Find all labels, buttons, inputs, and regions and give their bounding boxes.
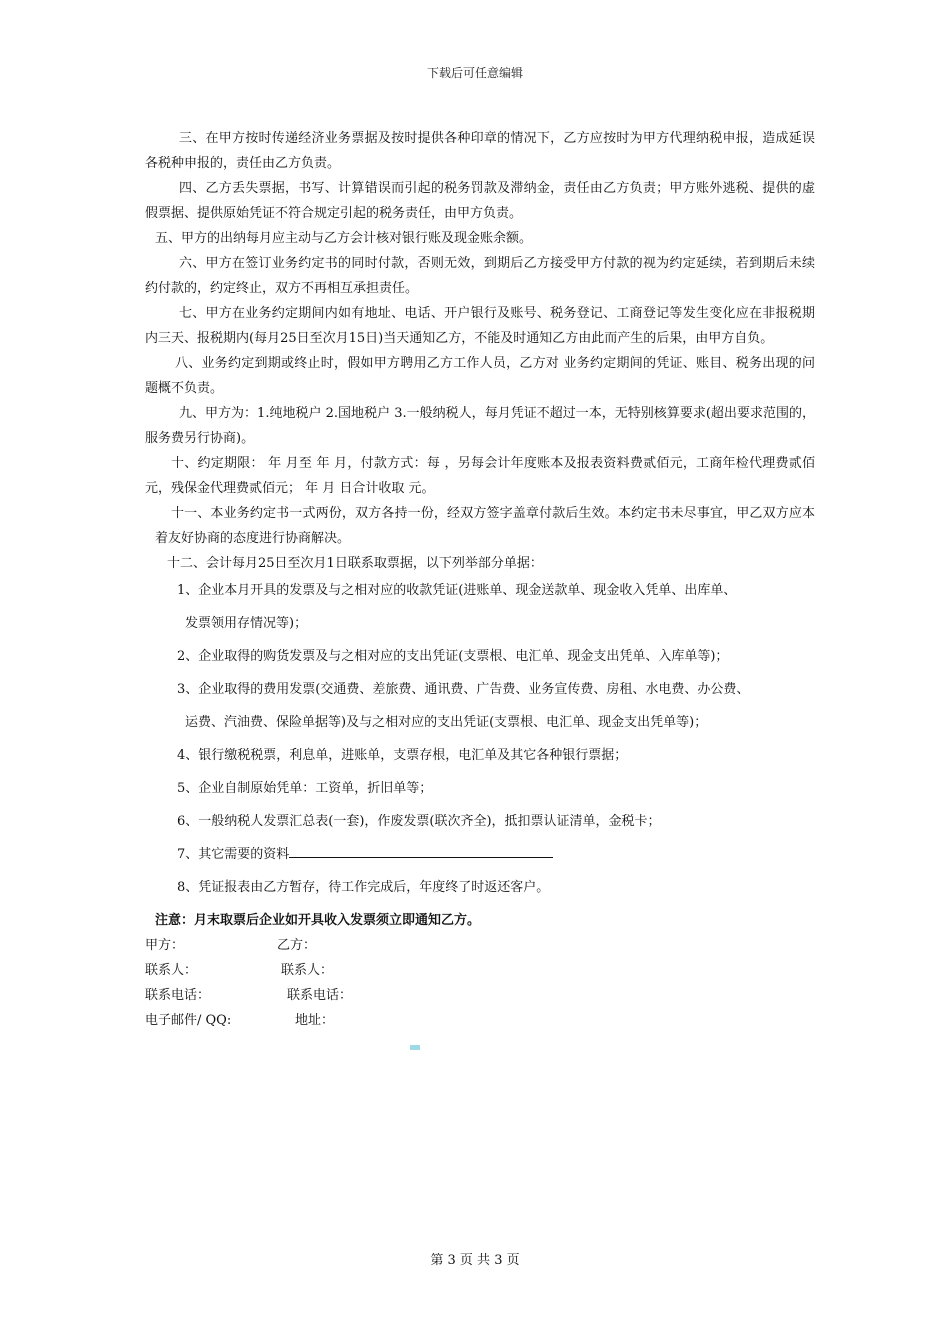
party-b-label: 乙方： bbox=[277, 938, 317, 953]
item-7-label: 7、其它需要的资料 bbox=[177, 847, 290, 862]
contact-b-label: 联系人： bbox=[281, 963, 334, 978]
phone-a-label: 联系电话： bbox=[145, 988, 211, 1003]
clause-11: 十一、本业务约定书一式两份，双方各持一份，经双方签字盖章付款后生效。本约定书未尽事宜，甲乙双方应本着友好协商的态度进行协商解决。 bbox=[155, 506, 815, 546]
clause-12: 十二、会计每月25日至次月1日联系取票据，以下列举部分单据： bbox=[167, 556, 543, 571]
page-header: 下载后可任意编辑 bbox=[426, 66, 523, 80]
clause-3: 三、在甲方按时传递经济业务票据及按时提供各种印章的情况下，乙方应按时为甲方代理纳税申报，造成延误各税种申报的，责任由乙方负责。 bbox=[145, 131, 815, 171]
list-item: 1、企业本月开具的发票及与之相对应的收款凭证(进账单、现金送款单、现金收入凭单、出库单、 bbox=[177, 583, 737, 598]
email-a-label: 电子邮件/ QQ: bbox=[145, 1013, 232, 1028]
list-item: 8、凭证报表由乙方暂存，待工作完成后，年度终了时返还客户。 bbox=[177, 880, 550, 895]
list-item: 2、企业取得的购货发票及与之相对应的支出凭证(支票根、电汇单、现金支出凭单、入库单等)； bbox=[177, 649, 729, 664]
clause-7: 七、甲方在业务约定期间内如有地址、电话、开户银行及账号、税务登记、工商登记等发生变化应在非报税期内三天、报税期内(每月25日至次月15日)当天通知乙方，不能及时通知乙方由此而产生的后果，由甲方自负。 bbox=[145, 306, 815, 346]
list-item: 3、企业取得的费用发票(交通费、差旅费、通讯费、广告费、业务宣传费、房租、水电费、办公费、 bbox=[177, 682, 750, 697]
highlight-mark bbox=[410, 1045, 420, 1050]
page-footer: 第 3 页 共 3 页 bbox=[430, 1253, 520, 1268]
notice: 注意：月末取票后企业如开具收入发票须立即通知乙方。 bbox=[155, 913, 481, 928]
clause-4: 四、乙方丢失票据，书写、计算错误而引起的税务罚款及滞纳金，责任由乙方负责；甲方账外逃税、提供的虚假票据、提供原始凭证不符合规定引起的税务责任，由甲方负责。 bbox=[145, 181, 815, 221]
signature-row bbox=[145, 958, 815, 983]
list-item: 5、企业自制原始凭单：工资单，折旧单等； bbox=[177, 781, 433, 796]
document-body bbox=[145, 126, 815, 1033]
list-item: 6、一般纳税人发票汇总表(一套)，作废发票(联次齐全)，抵扣票认证清单，金税卡； bbox=[177, 814, 661, 829]
signature-row bbox=[145, 983, 815, 1008]
signature-row bbox=[145, 1008, 815, 1033]
address-b-label: 地址： bbox=[295, 1013, 335, 1028]
signature-row bbox=[145, 933, 815, 958]
fill-in-blank bbox=[289, 843, 553, 858]
clause-5: 五、甲方的出纳每月应主动与乙方会计核对银行账及现金账余额。 bbox=[155, 231, 533, 246]
list-item bbox=[145, 842, 815, 867]
contact-a-label: 联系人： bbox=[145, 963, 198, 978]
clause-8: 八、业务约定到期或终止时，假如甲方聘用乙方工作人员，乙方对 业务约定期间的凭证、账目、税务出现的问题概不负责。 bbox=[145, 356, 815, 396]
clause-9: 九、甲方为：1.纯地税户 2.国地税户 3.一般纳税人，每月凭证不超过一本，无特别核算要求(超出要求范围的，服务费另行协商)。 bbox=[145, 406, 815, 446]
party-a-label: 甲方： bbox=[145, 938, 185, 953]
list-item-continuation: 运费、汽油费、保险单据等)及与之相对应的支出凭证(支票根、电汇单、现金支出凭单等)； bbox=[185, 715, 708, 730]
clause-6: 六、甲方在签订业务约定书的同时付款，否则无效，到期后乙方接受甲方付款的视为约定延续，若到期后未续约付款的，约定终止，双方不再相互承担责任。 bbox=[145, 256, 815, 296]
list-item: 4、银行缴税税票，利息单，进账单，支票存根，电汇单及其它各种银行票据； bbox=[177, 748, 628, 763]
phone-b-label: 联系电话： bbox=[287, 988, 353, 1003]
clause-10: 十、约定期限： 年 月至 年 月，付款方式：每 ，另每会计年度账本及报表资料费贰佰元，工商年检代理费贰佰元，残保金代理费贰佰元； 年 月 日合计收取 元。 bbox=[145, 456, 815, 496]
list-item-continuation: 发票领用存情况等)； bbox=[185, 616, 308, 631]
